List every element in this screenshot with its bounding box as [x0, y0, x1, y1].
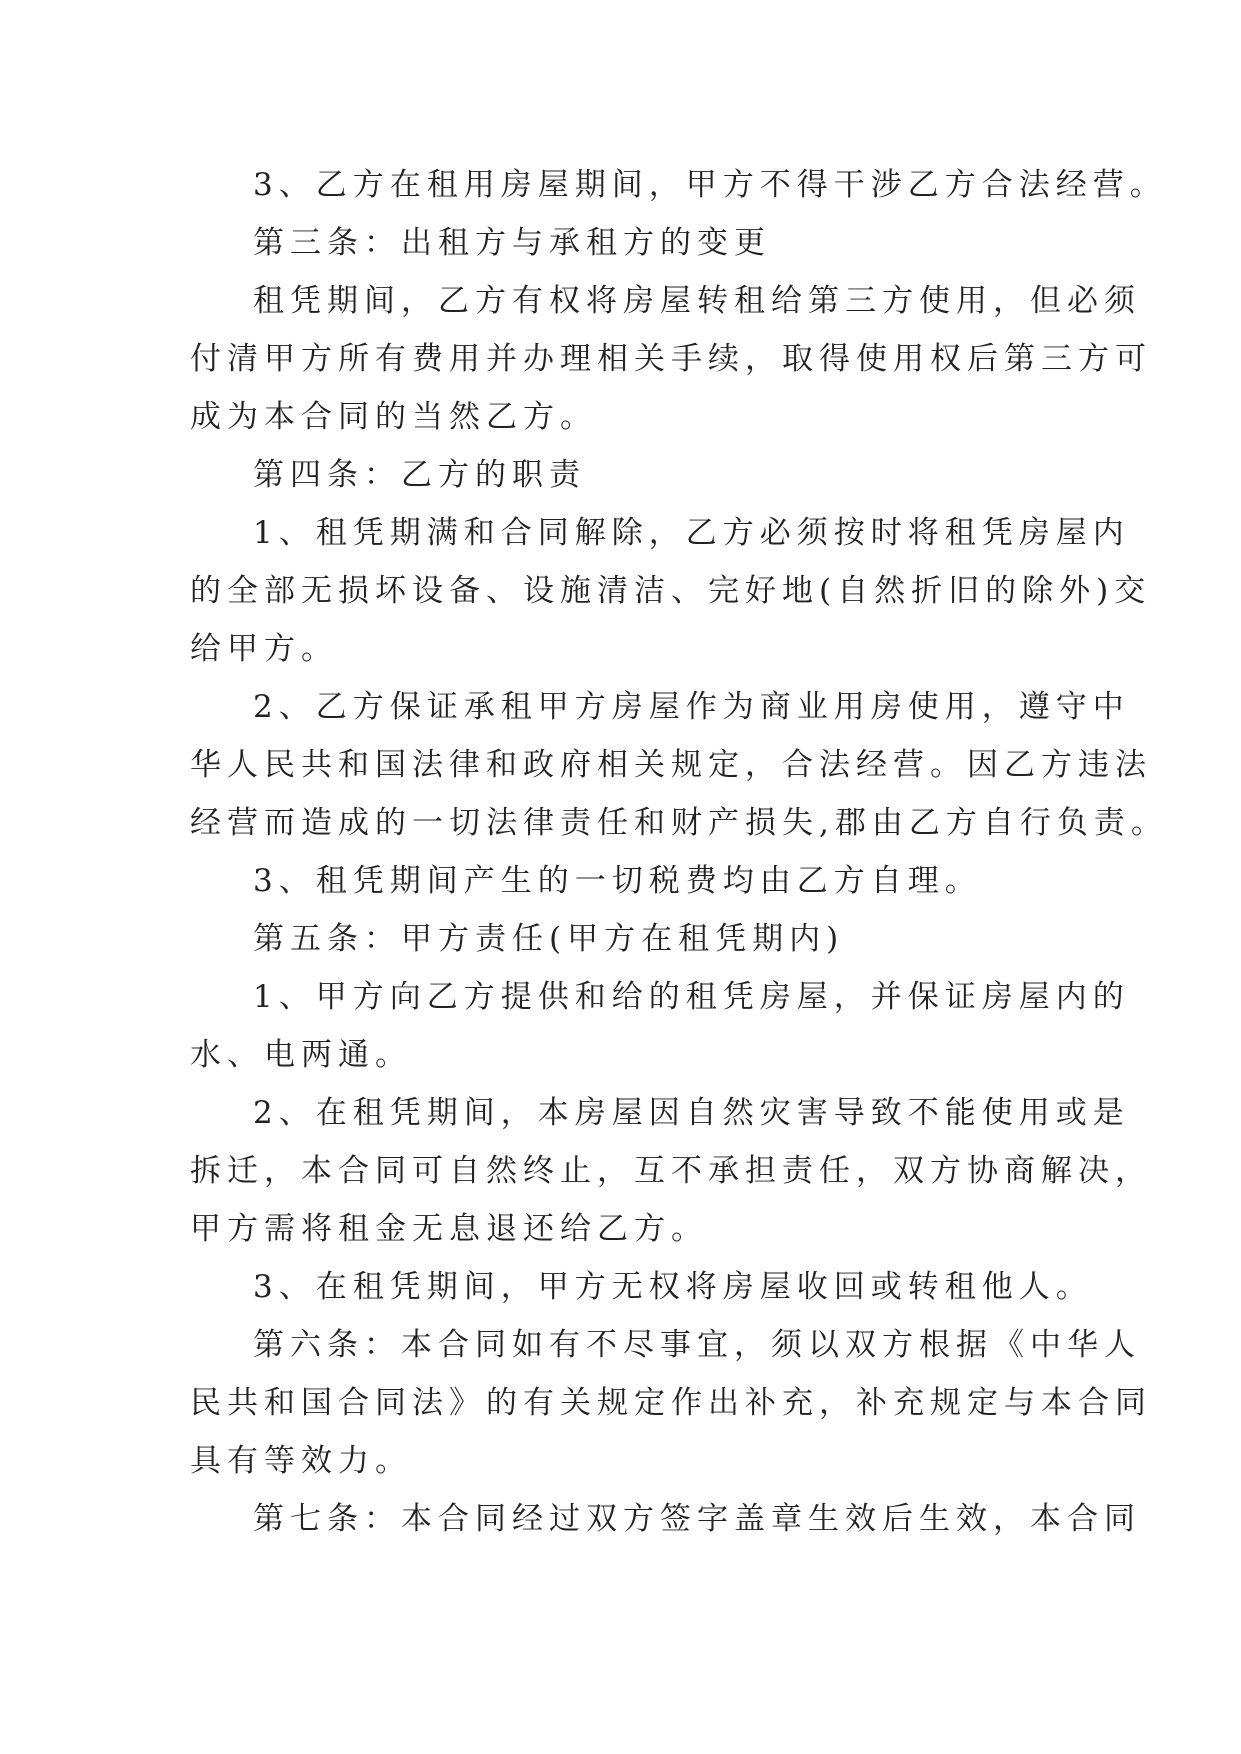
article-4-item-1-line-1: 1、租凭期满和合同解除，乙方必须按时将租凭房屋内 [253, 515, 1130, 551]
article-6-line-3: 具有等效力。 [190, 1443, 412, 1479]
article-3-text-line-3: 成为本合同的当然乙方。 [190, 399, 597, 435]
article-5-item-2-line-2: 拆迁，本合同可自然终止，互不承担责任，双方协商解决， [190, 1153, 1152, 1189]
article-3-text-line-2: 付清甲方所有费用并办理相关手续，取得使用权后第三方可 [190, 341, 1152, 377]
article-6-line-1: 第六条：本合同如有不尽事宜，须以双方根据《中华人 [253, 1327, 1141, 1363]
article-4-item-1-line-2: 的全部无损坏设备、设施清洁、完好地(自然折旧的除外)交 [190, 573, 1152, 609]
article-6-line-2: 民共和国合同法》的有关规定作出补充，补充规定与本合同 [190, 1385, 1152, 1421]
article-5-item-1-line-1: 1、甲方向乙方提供和给的租凭房屋，并保证房屋内的 [253, 979, 1130, 1015]
article-4-item-1-line-3: 给甲方。 [190, 631, 338, 667]
article-4-item-2-line-3: 经营而造成的一切法律责任和财产损失,郡由乙方自行负责。 [190, 805, 1168, 841]
article-3-text-line-1: 租凭期间，乙方有权将房屋转租给第三方使用，但必须 [253, 283, 1141, 319]
article-4-item-3: 3、租凭期间产生的一切税费均由乙方自理。 [253, 863, 982, 899]
article-4-item-2-line-1: 2、乙方保证承租甲方房屋作为商业用房使用，遵守中 [253, 689, 1130, 725]
article-4-heading: 第四条：乙方的职责 [253, 457, 586, 493]
article-3-heading: 第三条：出租方与承租方的变更 [253, 225, 771, 261]
article-5-heading: 第五条：甲方责任(甲方在租凭期内) [253, 921, 845, 957]
article-5-item-3: 3、在租凭期间，甲方无权将房屋收回或转租他人。 [253, 1269, 1093, 1305]
article-5-item-2-line-3: 甲方需将租金无息退还给乙方。 [190, 1211, 708, 1247]
article-5-item-2-line-1: 2、在租凭期间，本房屋因自然灾害导致不能使用或是 [253, 1095, 1130, 1131]
clause-3-line: 3、乙方在租用房屋期间，甲方不得干涉乙方合法经营。 [253, 167, 1167, 203]
article-7-line-1: 第七条：本合同经过双方签字盖章生效后生效，本合同 [253, 1501, 1141, 1537]
article-4-item-2-line-2: 华人民共和国法律和政府相关规定，合法经营。因乙方违法 [190, 747, 1152, 783]
article-5-item-1-line-2: 水、电两通。 [190, 1037, 412, 1073]
